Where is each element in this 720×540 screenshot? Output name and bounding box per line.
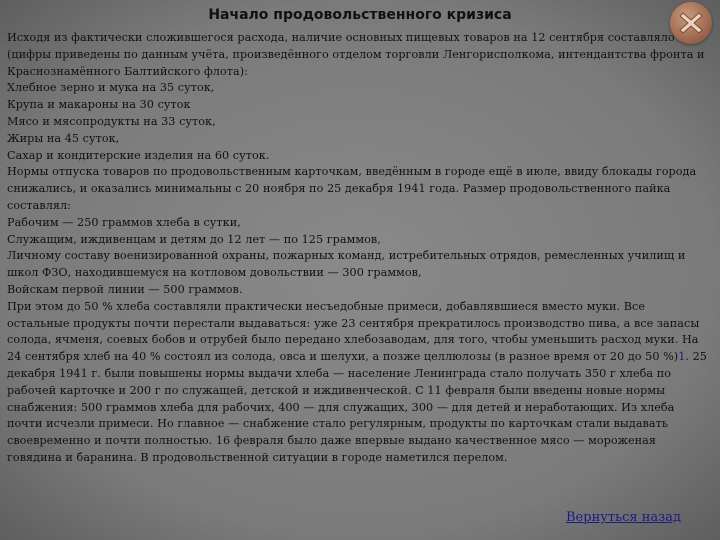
list-item: Рабочим — 250 граммов хлеба в сутки,	[7, 215, 241, 229]
paragraph-intro: Исходя из фактически сложившегося расхода, наличие основных пищевых товаров на 12 сентября составляло (цифры приведены по данным учёта, произведённого отделом торговли Ленгорисполкома, интендантства фронта и Краснознамённого Балтийского флота):	[7, 31, 705, 78]
paragraph-details-part2: . 25 декабря 1941 г. были повышены нормы выдачи хлеба — население Ленинграда стало получать 350 г хлеба по рабочей карточке и 200 г по служащей, детской и иждивенческой. С 11 февраля были введены новые нормы снабжения: 500 граммов хлеба для рабочих, 400 — для служащих, 300 — для детей и неработающих. Из хлеба почти исчезли примеси. Но главное — снабжение стало регулярным, продукты по карточкам стали выдавать своевременно и почти полностью. 16 февраля было даже впервые выдано качественное мясо — мороженая говядина и баранина. В продовольственной ситуации в городе наметился перелом.	[7, 350, 707, 464]
back-link[interactable]: Вернуться назад	[566, 510, 682, 525]
list-item: Сахар и кондитерские изделия на 60 суток.	[7, 148, 270, 162]
list-item: Войскам первой линии — 500 граммов.	[7, 282, 243, 296]
paragraph-details	[7, 299, 709, 467]
article-body	[7, 30, 709, 467]
list-item: Служащим, иждивенцам и детям до 12 лет — по 125 граммов,	[7, 232, 381, 246]
page-title: Начало продовольственного кризиса	[208, 7, 512, 23]
list-item: Личному составу военизированной охраны, пожарных команд, истребительных отрядов, ремесленных училищ и школ ФЗО, находившемуся на котловом довольствии — 300 граммов,	[7, 249, 686, 280]
footnote-link[interactable]: 1	[678, 350, 686, 364]
paragraph-norms: Нормы отпуска товаров по продовольственным карточкам, введённым в городе ещё в июле, ввиду блокады города снижались, и оказались минимальны с 20 ноября по 25 декабря 1941 года. Размер продовольственного пайка составлял:	[7, 165, 697, 212]
paragraph-details-part1: При этом до 50 % хлеба составляли практически несъедобные примеси, добавлявшиеся вместо муки. Все остальные продукты почти перестали выдаваться: уже 23 сентября прекратилось производство пива, а все запасы солода, ячменя, соевых бобов и отрубей было передано хлебозаводам, для того, чтобы уменьшить расход муки. На 24 сентября хлеб на 40 % состоял из солода, овса и шелухи, а позже целлюлозы (в разное время от 20 до 50 %)	[7, 299, 700, 364]
list-item: Хлебное зерно и мука на 35 суток,	[7, 81, 215, 95]
list-item: Мясо и мясопродукты на 33 суток,	[7, 114, 216, 128]
list-item: Жиры на 45 суток,	[7, 131, 120, 145]
list-item: Крупа и макароны на 30 суток	[7, 98, 191, 112]
